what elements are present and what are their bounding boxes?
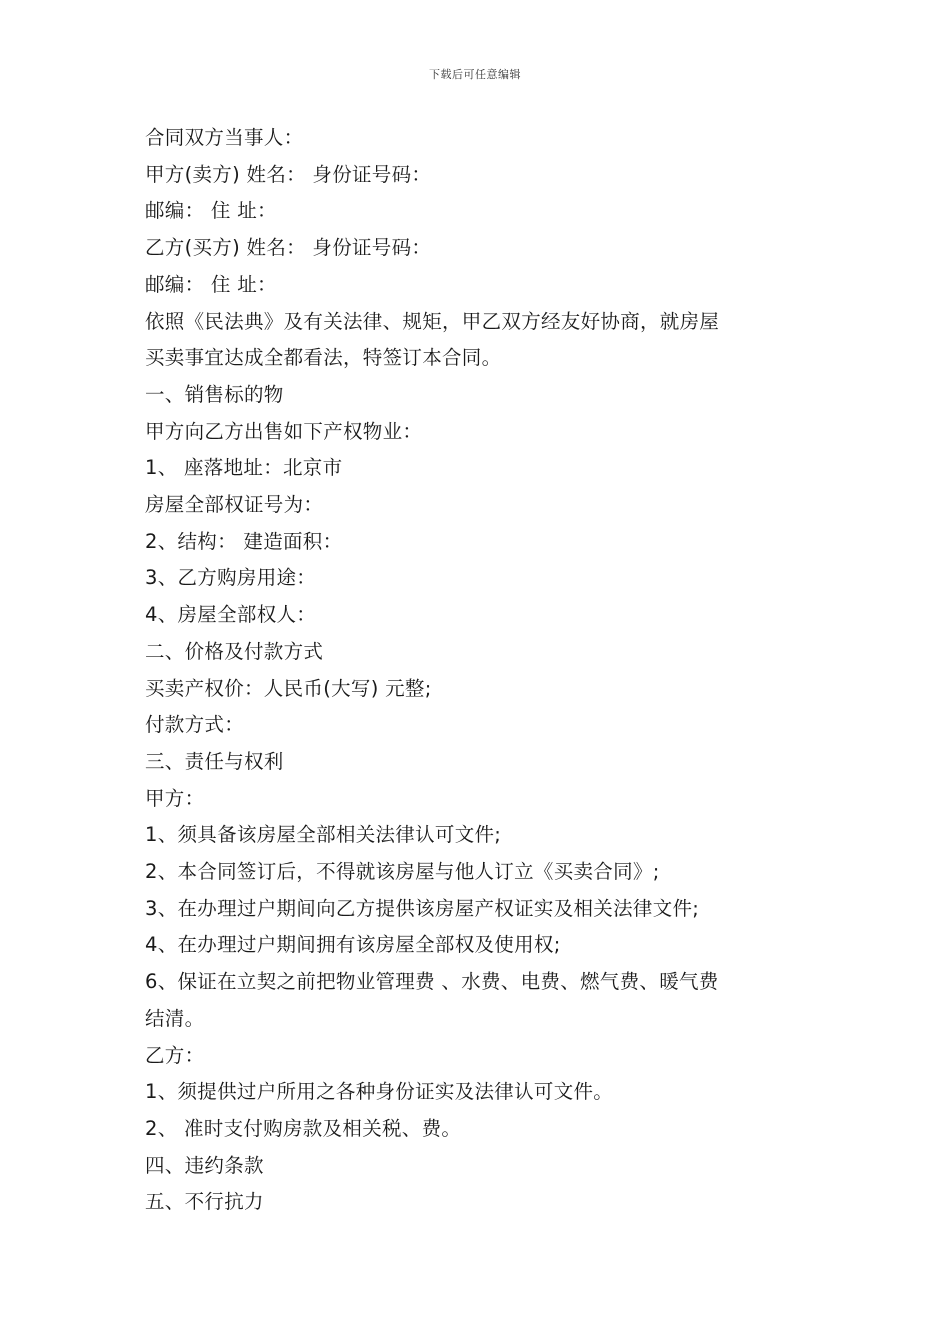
party-b-duty-2: 2、 准时支付购房款及相关税、费。 [145,1116,462,1140]
party-a-name-id: 甲方(卖方) 姓名： 身份证号码： [145,162,432,186]
party-a-duty-1: 1、须具备该房屋全部相关法律认可文件; [145,823,502,847]
contract-body [145,120,825,1221]
preamble-line-1: 依照《民法典》及有关法律、规矩，甲乙双方经友好协商，就房屋 [145,309,720,333]
property-usage: 3、乙方购房用途： [145,566,317,590]
party-a-duty-2: 2、本合同签订后，不得就该房屋与他人订立《买卖合同》; [145,860,660,884]
payment-method: 付款方式： [145,713,245,737]
party-a-label: 甲方： [145,786,205,810]
property-owner: 4、房屋全部权人： [145,603,317,627]
property-structure-area: 2、结构： 建造面积： [145,529,343,553]
property-location: 1、 座落地址：北京市 [145,456,343,480]
section-4-heading: 四、违约条款 [145,1153,264,1177]
property-certificate: 房屋全部权证号为： [145,493,324,517]
party-b-duty-1: 1、须提供过户所用之各种身份证实及法律认可文件。 [145,1080,614,1104]
party-a-duty-6-line-2: 结清。 [145,1006,205,1030]
section-1-intro: 甲方向乙方出售如下产权物业： [145,419,423,443]
party-b-label: 乙方： [145,1043,205,1067]
section-1-heading: 一、销售标的物 [145,382,284,406]
parties-heading: 合同双方当事人： [145,126,304,149]
party-a-duty-6-line-1: 6、保证在立契之前把物业管理费 、水费、电费、燃气费、暖气费 [145,970,719,994]
page-header-note: 下载后可任意编辑 [429,68,521,81]
party-a-duty-3: 3、在办理过户期间向乙方提供该房屋产权证实及相关法律文件; [145,896,700,920]
section-3-heading: 三、责任与权利 [145,749,284,773]
sale-price: 买卖产权价：人民币(大写) 元整; [145,676,432,700]
party-b-postcode-address: 邮编： 住 址： [145,272,277,296]
party-a-duty-4: 4、在办理过户期间拥有该房屋全部权及使用权; [145,933,561,957]
preamble-line-2: 买卖事宜达成全都看法，特签订本合同。 [145,346,502,370]
party-b-name-id: 乙方(买方) 姓名： 身份证号码： [145,236,432,260]
party-a-postcode-address: 邮编： 住 址： [145,199,277,223]
section-2-heading: 二、价格及付款方式 [145,639,324,663]
section-5-heading: 五、不行抗力 [145,1190,264,1214]
